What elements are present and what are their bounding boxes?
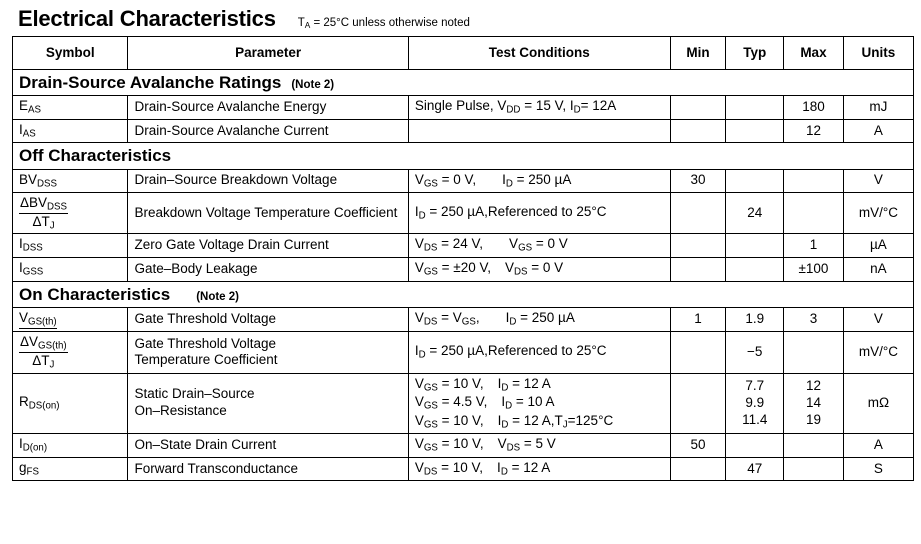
- symbol-sub: DSS: [37, 178, 57, 190]
- row-max: [784, 457, 844, 481]
- row-parameter: Gate–Body Leakage: [128, 257, 408, 281]
- row-min: [670, 96, 726, 120]
- row-parameter: Zero Gate Voltage Drain Current: [128, 234, 408, 258]
- row-typ: [726, 257, 784, 281]
- row-units: V: [843, 169, 913, 193]
- row-min: [670, 257, 726, 281]
- table-row: [13, 169, 914, 193]
- title-row: [8, 6, 913, 32]
- row-symbol: [13, 434, 128, 458]
- row-typ: [726, 169, 784, 193]
- row-min: 50: [670, 434, 726, 458]
- row-parameter: Static Drain–Source On–Resistance: [128, 373, 408, 434]
- row-condition: Single Pulse, $V_{DD} = 15$ V, $I_D= 12A$: [408, 96, 670, 120]
- row-min: [670, 332, 726, 373]
- row-typ: [726, 373, 784, 434]
- row-symbol: [13, 332, 128, 373]
- row-typ: [726, 119, 784, 143]
- row-max: [784, 332, 844, 373]
- row-symbol: [13, 169, 128, 193]
- row-condition: $V_{DS} = 24$ V, $V_{GS} = 0$ V: [408, 234, 670, 258]
- row-min: 1: [670, 307, 726, 332]
- row-condition: $I_D = 250$ µA,Referenced to 25°C: [408, 193, 670, 234]
- section-header-cell: [13, 143, 914, 169]
- max-line-3: 19: [805, 411, 821, 427]
- symbol-main: R: [19, 394, 29, 410]
- row-symbol: $V_{GS(th)}$: [13, 307, 128, 332]
- row-typ: 1.9: [726, 307, 784, 332]
- col-header-min: Min: [670, 37, 726, 70]
- col-header-symbol: Symbol: [13, 37, 128, 70]
- row-typ: [726, 96, 784, 120]
- typ-line-2: 9.9: [745, 394, 765, 410]
- page-subtitle: [298, 17, 470, 30]
- page-title: Electrical Characteristics: [18, 6, 276, 31]
- symbol-numerator: $\Delta V_{GS(th)}$: [20, 334, 67, 352]
- table-row: [13, 307, 914, 332]
- symbol-sub: D(on): [22, 442, 48, 454]
- subtitle-symbol: T: [297, 17, 305, 29]
- row-condition: $V_{GS} = 10$ V, $V_{DS} = 5$ V: [408, 434, 670, 458]
- section-header-on: [13, 281, 914, 307]
- table-row: [13, 373, 914, 434]
- row-parameter: Drain–Source Breakdown Voltage: [128, 169, 408, 193]
- table-row: [13, 257, 914, 281]
- row-max: [784, 169, 844, 193]
- row-symbol: [13, 373, 128, 434]
- row-min: 30: [670, 169, 726, 193]
- table-row: [13, 119, 914, 143]
- row-min: [670, 193, 726, 234]
- symbol-denominator: $\Delta T_J$: [32, 352, 55, 371]
- col-header-conditions: Test Conditions: [408, 37, 670, 70]
- row-typ: [726, 434, 784, 458]
- row-units: µA: [843, 234, 913, 258]
- row-max: [784, 373, 844, 434]
- row-max: 1: [784, 234, 844, 258]
- row-parameter: Drain-Source Avalanche Current: [128, 119, 408, 143]
- symbol-main: I: [19, 436, 23, 452]
- row-min: [670, 119, 726, 143]
- subtitle-rest: = 25°C unless otherwise noted: [310, 17, 470, 29]
- symbol-main: I: [19, 236, 23, 252]
- symbol-sub: AS: [22, 128, 36, 140]
- row-symbol: [13, 234, 128, 258]
- row-units: mΩ: [843, 373, 913, 434]
- row-parameter: Forward Transconductance: [128, 457, 408, 481]
- row-typ: 24: [726, 193, 784, 234]
- condition-line-1: $V_{GS} = 10$ V, $I_D = 12$ A: [414, 375, 551, 393]
- table-row: [13, 332, 914, 373]
- row-min: [670, 234, 726, 258]
- row-condition: $V_{DS} = V_{GS}$, $I_D = 250$ µA: [408, 307, 670, 332]
- symbol-main: I: [19, 121, 23, 137]
- row-min: [670, 373, 726, 434]
- row-symbol: [13, 119, 128, 143]
- row-min: [670, 457, 726, 481]
- row-units: mJ: [843, 96, 913, 120]
- row-units: A: [843, 119, 913, 143]
- section-header-cell: [13, 281, 914, 307]
- row-units: mV/°C: [843, 193, 913, 234]
- col-header-parameter: Parameter: [128, 37, 408, 70]
- row-max: 180: [784, 96, 844, 120]
- electrical-characteristics-table: [12, 36, 914, 481]
- row-typ: [726, 234, 784, 258]
- row-units: mV/°C: [843, 332, 913, 373]
- row-max: 3: [784, 307, 844, 332]
- section-note: (Note 2): [196, 290, 239, 303]
- row-units: V: [843, 307, 913, 332]
- col-header-units: Units: [843, 37, 913, 70]
- row-typ: −5: [726, 332, 784, 373]
- row-condition: [408, 119, 670, 143]
- row-symbol: [13, 457, 128, 481]
- table-header-row: [13, 37, 914, 70]
- row-symbol: [13, 193, 128, 234]
- section-header-off: [13, 143, 914, 169]
- symbol-main: E: [19, 98, 29, 114]
- row-parameter: Breakdown Voltage Temperature Coefficient: [128, 193, 408, 234]
- row-units: A: [843, 434, 913, 458]
- subtitle-symbol-sub: A: [304, 21, 311, 31]
- row-max: [784, 434, 844, 458]
- row-max: ±100: [784, 257, 844, 281]
- row-condition: $V_{GS} = \pm 20$ V, $V_{DS} = 0$ V: [408, 257, 670, 281]
- col-header-max: Max: [784, 37, 844, 70]
- symbol-sub: DSS: [22, 242, 43, 254]
- row-symbol: [13, 257, 128, 281]
- condition-line-2: $V_{GS} = 4.5$ V, $I_D = 10$ A: [414, 394, 555, 412]
- symbol-main: BV: [19, 171, 38, 187]
- row-parameter: Drain-Source Avalanche Energy: [128, 96, 408, 120]
- col-header-typ: Typ: [726, 37, 784, 70]
- table-row: [13, 457, 914, 481]
- section-title: Off Characteristics: [19, 146, 172, 166]
- table-row: [13, 234, 914, 258]
- section-header-avalanche: [13, 70, 914, 96]
- max-line-2: 14: [805, 394, 821, 410]
- symbol-sub: GSS: [22, 266, 44, 278]
- table-row: [13, 193, 914, 234]
- section-header-cell: [13, 70, 914, 96]
- row-max: 12: [784, 119, 844, 143]
- row-parameter: Gate Threshold Voltage Temperature Coefficient: [128, 332, 408, 373]
- typ-line-3: 11.4: [742, 411, 768, 427]
- symbol-main: I: [19, 259, 23, 275]
- symbol-denominator: $\Delta T_J$: [32, 213, 55, 232]
- row-units: S: [843, 457, 913, 481]
- row-condition: $I_D = 250$ µA,Referenced to 25°C: [408, 332, 670, 373]
- symbol-sub: DS(on): [28, 400, 60, 412]
- symbol-sub: AS: [28, 104, 41, 116]
- row-units: nA: [843, 257, 913, 281]
- table-row: [13, 96, 914, 120]
- row-condition: $V_{DS} = 10$ V, $I_D = 12$ A: [408, 457, 670, 481]
- typ-line-1: 7.7: [745, 378, 765, 394]
- row-parameter: On–State Drain Current: [128, 434, 408, 458]
- symbol-sub: FS: [26, 466, 39, 478]
- row-condition: [408, 373, 670, 434]
- symbol-fraction: [19, 195, 68, 231]
- row-symbol: [13, 96, 128, 120]
- section-title: Drain-Source Avalanche Ratings: [19, 73, 282, 92]
- max-line-1: 12: [805, 378, 821, 394]
- section-note: (Note 2): [291, 79, 335, 91]
- row-parameter: Gate Threshold Voltage: [128, 307, 408, 332]
- symbol-main: g: [19, 459, 27, 475]
- row-typ: 47: [726, 457, 784, 481]
- section-title: On Characteristics: [19, 284, 171, 304]
- row-max: [784, 193, 844, 234]
- row-condition: $V_{GS} = 0$ V, $I_D = 250$ µA: [408, 169, 670, 193]
- symbol-numerator: $\Delta BV_{DSS}$: [20, 195, 68, 213]
- symbol-fraction: [19, 334, 68, 370]
- condition-line-3: $V_{GS} = 10$ V, $I_D = 12$ $A,T_J=125^\circ C$: [414, 412, 614, 431]
- table-row: [13, 434, 914, 458]
